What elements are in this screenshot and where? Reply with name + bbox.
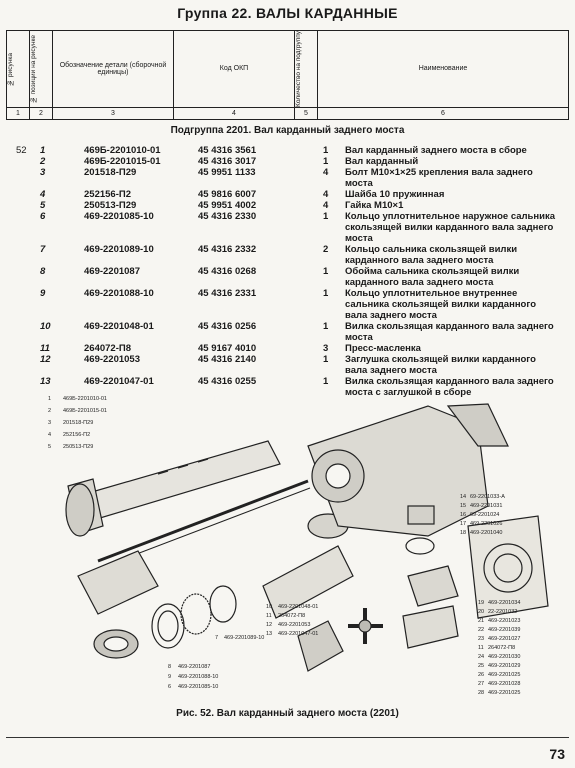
header-num: 2 [30,107,53,119]
catalog-page: Группа 22. ВАЛЫ КАРДАННЫЕ № рисунка № позиции на рисунке Обозначение детали (сборочной единицы) Код ОКП Количество на подгруппу Наименование 1 2 3 4 5 6 Подгруппа 2201. Вал карданный заднего моста 52 1 469Б-2201010-01 45 4316 3561 1 Вал карданный заднего моста в сборе 2 469Б-2201015-01 45 4316 3017 1 Вал карданный 3 201518-П29 45 9951 1133 4 Болт М10×1×25 крепления вала заднего моста 4 252156-П2 45 9816 6007 4 Шайба 10 пружинная 5 250513-П29 45 9951 4002 4 Гайка М10×1 6 469-2201085-10 45 4316 2330 1 Кольцо уплотнительное наружное сальника скользящей вилки карданного вала заднего моста 7 469-2201089-10 45 4316 2332 2 Кольцо сальника скользящей вилки карданного вала заднего моста 8 469-2201087 45 4316 0268 1 Обойма сальника скользящей вилки карданного вала заднего моста 9 469-2201088-10 45 4316 2331 1 Кольцо уплотнительное внутреннее сальника скользящей вилки карданного вала заднего моста 10 469-2201048-01 45 4316 0256 1 Вилка скользящая карданного вала заднего моста 11 264072-П8 45 9167 4010 3 Пресс-масленка 12 469-2201053 45 4316 2140 1 Заглушка скользящей вилки карданного вала заднего моста 13 469-2201047-01 45 4316 0255 1 Вилка скользящая карданного вала заднего моста с заглушкой в сборе 1 469Б-2201010-01 2 469Б-2201015-01 3 201518-П29 4 252156-П2 5 250513-П29 10 469-2201048-01 11 264072-П8 12 469-2201053 13 469-2201047-01 7 469-2201089-10 8 469-2201087 9 469-2201088-10 6 469-2201085-10 14 69-2201033-А 15 469-2201031 16 69-2201024 17 469-2201026 18 469-2201040 19 469-2201034 20 22-2201032 21 469-2201023 22 469-2201039 23 469-2201027 11 264072-П8 24 469-2201030 25 469-2201029 26 469-2201025 27 469-2201028 28 469-2201025 Рис. 52. Вал карданный заднего моста (2201) 73 [0,0,575,768]
callout-part: 264072-П8 [278,613,306,619]
callout-part: 469Б-2201010-01 [63,396,107,402]
callout-part: 469-2201040 [470,530,503,536]
callout-number: 1 [48,396,52,402]
callout-number: 5 [48,444,52,450]
callout-number: 21 [478,618,485,624]
lower-part-labels [168,635,264,690]
callout-number: 13 [266,631,273,637]
callout-part: 469-2201039 [488,627,521,633]
callout-part: 469-2201026 [470,521,503,527]
callout-number: 18 [460,530,467,536]
callout-part: 469-2201048-01 [278,604,319,610]
callout-part: 469-2201027 [488,636,521,642]
callout-number: 17 [460,521,467,527]
exploded-drawing [8,386,568,702]
subgroup-title: Подгруппа 2201. Вал карданный заднего моста [170,125,405,136]
header-col-qty: Количество на подгруппу [295,31,318,108]
callout-number: 23 [478,636,485,642]
callout-number: 22 [478,627,485,633]
page-number: 73 [549,746,565,762]
callout-part: 469-2201028 [488,681,521,687]
callout-part: 469-2201053 [278,622,311,628]
callout-part: 252156-П2 [63,432,91,438]
callout-part: 469-2201023 [488,618,521,624]
callout-number: 8 [168,664,172,670]
callout-part: 469-2201085-10 [178,684,219,690]
header-col-okp: Код ОКП [174,31,295,108]
header-num: 5 [295,107,318,119]
page-title: Группа 22. ВАЛЫ КАРДАННЫЕ [177,5,398,21]
callout-part: 250513-П29 [63,444,94,450]
callout-number: 11 [266,613,272,619]
callout-part: 469-2201089-10 [224,635,265,641]
left-part-labels [48,396,107,450]
callout-part: 264072-П8 [488,645,516,651]
callout-number: 4 [48,432,52,438]
callout-number: 26 [478,672,485,678]
callout-number: 27 [478,681,485,687]
callout-number: 15 [460,503,467,509]
callout-number: 20 [478,609,485,615]
callout-number: 7 [215,635,219,641]
callout-number: 16 [460,512,467,518]
callout-number: 14 [460,494,467,500]
callout-number: 9 [168,674,172,680]
callout-part: 22-2201032 [488,609,518,615]
header-num: 1 [7,107,30,119]
callout-part: 469-2201025 [488,690,521,696]
callout-number: 3 [48,420,52,426]
header-col-part: Обозначение детали (сборочной единицы) [53,31,174,108]
callout-number: 25 [478,663,485,669]
callout-number: 28 [478,690,485,696]
callout-part: 469-2201047-01 [278,631,319,637]
callout-part: 469-2201087 [178,664,211,670]
callout-number: 6 [168,684,172,690]
callout-part: 469-2201025 [488,672,521,678]
callout-part: 469-2201088-10 [178,674,219,680]
callout-part: 69-2201024 [470,512,500,518]
callout-number: 12 [266,622,273,628]
callout-number: 19 [478,600,485,606]
callout-part: 469-2201034 [488,600,521,606]
callout-part: 69-2201033-А [470,494,505,500]
header-num: 4 [174,107,295,119]
table-header [6,30,569,120]
callout-number: 24 [478,654,485,660]
callout-number: 10 [266,604,273,610]
header-num: 6 [318,107,569,119]
callout-number: 2 [48,408,52,414]
header-col-figure: № рисунка [7,31,30,108]
header-num: 3 [53,107,174,119]
callout-part: 469Б-2201015-01 [63,408,107,414]
header-col-name: Наименование [318,31,569,108]
header-col-position: № позиции на рисунке [30,31,53,108]
callout-part: 469-2201029 [488,663,521,669]
footer-divider [6,737,569,738]
callout-part: 469-2201031 [470,503,503,509]
callout-part: 201518-П29 [63,420,94,426]
callout-part: 469-2201030 [488,654,521,660]
callout-number: 11 [478,645,484,651]
figure-caption: Рис. 52. Вал карданный заднего моста (2201) [176,708,399,719]
